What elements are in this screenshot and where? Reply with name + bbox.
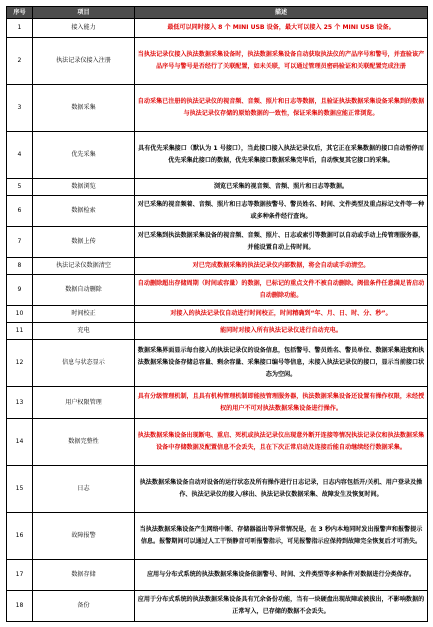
row-no: 15 xyxy=(7,466,33,513)
row-desc: 执法数据采集设备出现断电、重启、死机或执法记录仪出现意外断开连接等情况执法记录仪和执法数据采集设备中存储数据及配置信息不会丢失，且在下次正常启动及连接后能自动继续经行数据采集。 xyxy=(135,419,428,466)
table-row xyxy=(7,179,428,196)
row-item: 信息与状态显示 xyxy=(33,340,135,387)
row-item: 数据完整性 xyxy=(33,419,135,466)
row-desc: 具有优先采集接口（默认为 1 号接口），当此接口接入执法记录仪后，其它正在采集数据的接口自动暂停而优先采集此接口的数据，优先采集接口数据采集完毕后，自动恢复其它接口的采集。 xyxy=(135,132,428,179)
table-row xyxy=(7,306,428,323)
row-item: 数据检索 xyxy=(33,196,135,227)
header-desc: 描述 xyxy=(135,7,428,19)
row-no: 10 xyxy=(7,306,33,323)
row-item: 充电 xyxy=(33,323,135,340)
table-row xyxy=(7,132,428,179)
row-item: 数据上传 xyxy=(33,227,135,258)
row-desc: 最低可以同时接入 8 个 MINI USB 设备，最大可以接入 25 个 MINI USB 设备。 xyxy=(135,19,428,38)
row-no: 12 xyxy=(7,340,33,387)
row-item: 执法记录仪接入注册 xyxy=(33,38,135,85)
row-no: 2 xyxy=(7,38,33,85)
row-item: 数据自动删除 xyxy=(33,275,135,306)
row-item: 数据存储 xyxy=(33,560,135,591)
row-item: 接入能力 xyxy=(33,19,135,38)
table-row xyxy=(7,466,428,513)
row-item: 日志 xyxy=(33,466,135,513)
row-no: 14 xyxy=(7,419,33,466)
row-no: 9 xyxy=(7,275,33,306)
table-row xyxy=(7,275,428,306)
row-desc: 当执法数据采集设备产生网络中断、存储器溢出等异常情况是，在 3 秒内本地同时发出报警声和报警提示信息。报警期间可以通过人工干预静音可听报警指示，可见报警指示应保持到故障完全恢复后才可消失。 xyxy=(135,513,428,560)
row-no: 5 xyxy=(7,179,33,196)
table-row xyxy=(7,227,428,258)
table-row xyxy=(7,513,428,560)
table-row xyxy=(7,38,428,85)
row-no: 17 xyxy=(7,560,33,591)
row-no: 18 xyxy=(7,591,33,622)
table-row xyxy=(7,591,428,622)
row-item: 执法记录仪数据清空 xyxy=(33,258,135,275)
spec-table xyxy=(6,6,428,622)
row-no: 3 xyxy=(7,85,33,132)
table-row xyxy=(7,419,428,466)
table-row xyxy=(7,196,428,227)
row-desc: 能同时对接入所有执法记录仪进行自动充电。 xyxy=(135,323,428,340)
row-no: 4 xyxy=(7,132,33,179)
row-desc: 对已完成数据采集的执法记录仪内部数据，将会自动或手动清空。 xyxy=(135,258,428,275)
row-no: 7 xyxy=(7,227,33,258)
row-desc: 当执法记录仪接入执法数据采集设备时，执法数据采集设备自动获取执法仪的产品序号和警号，并查验该产品序号与警号是否经行了关联配置，如未关联，可以通过管理员密码验证和关联配置完成注册 xyxy=(135,38,428,85)
row-desc: 数据采集界面显示每台接入的执法记录仪的设备信息，包括警号、警员姓名、警员单位、数据采集进度和执法数据采集设备存储总容量、剩余容量、采集接口编号等信息，未接入执法记录仪的接口，显示当前接口状态为空闲。 xyxy=(135,340,428,387)
row-no: 1 xyxy=(7,19,33,38)
row-no: 6 xyxy=(7,196,33,227)
table-row xyxy=(7,340,428,387)
row-item: 数据采集 xyxy=(33,85,135,132)
row-desc: 浏览已采集的视音频、音频、照片和日志等数据。 xyxy=(135,179,428,196)
row-item: 优先采集 xyxy=(33,132,135,179)
row-item: 用户权限管理 xyxy=(33,387,135,419)
row-desc: 自动删除超出存储周期（时间或容量）的数据，已标记的重点文件不被自动删除。阀值条件任意满足皆启动自动删除功能。 xyxy=(135,275,428,306)
table-row xyxy=(7,258,428,275)
table-row xyxy=(7,85,428,132)
row-desc: 对已采集的视音频着、音频、照片和日志等数据按警号、警员姓名、时间、文件类型及重点标记文件等一种或多种条件经行查询。 xyxy=(135,196,428,227)
table-row xyxy=(7,19,428,38)
table-row xyxy=(7,560,428,591)
row-desc: 具有分级管理机制，且具有机构管理机制即能按管理服务器，执法数据采集设备还设置有操作权限，未经授权的用户不可对执法数据采集设备进行操作。 xyxy=(135,387,428,419)
row-desc: 执法数据采集设备自动对设备的运行状态及所有操作进行日志记录，日志内容包括开/关机、用户登录及操作、执法记录仪的接入/移出、执法记录仪数据采集、故障发生及恢复时间。 xyxy=(135,466,428,513)
row-desc: 应用与分布式系统的执法数据采集设备依据警号、时间、文件类型等多种条件对数据进行分类保存。 xyxy=(135,560,428,591)
row-item: 数据浏览 xyxy=(33,179,135,196)
header-no: 序号 xyxy=(7,7,33,19)
table-row xyxy=(7,323,428,340)
row-desc: 对已采集到执法数据采集设备的视音频、音频、照片、日志或索引等数据可以自动或手动上传管理服务器，并能设置自动上传时间。 xyxy=(135,227,428,258)
row-no: 16 xyxy=(7,513,33,560)
row-desc: 对接入的执法记录仪自动进行时间校正，时间精确到“年、月、日、时、分、秒”。 xyxy=(135,306,428,323)
row-no: 8 xyxy=(7,258,33,275)
row-item: 备份 xyxy=(33,591,135,622)
row-desc: 自动采集已注册的执法记录仪的视音频、音频、照片和日志等数据，且验证执法数据采集设备采集到的数据与执法记录仪存储的原始数据的一致性，保证采集的数据应能正常浏览。 xyxy=(135,85,428,132)
header-row xyxy=(7,7,428,19)
row-no: 13 xyxy=(7,387,33,419)
row-item: 故障报警 xyxy=(33,513,135,560)
row-item: 时间校正 xyxy=(33,306,135,323)
table-row xyxy=(7,387,428,419)
row-desc: 应用于分布式系统的执法数据采集设备具有冗余备份功能，当有一块硬盘出现故障或被拔出，不影响数据的正常写入，已存储的数据不会丢失。 xyxy=(135,591,428,622)
header-item: 项目 xyxy=(33,7,135,19)
row-no: 11 xyxy=(7,323,33,340)
